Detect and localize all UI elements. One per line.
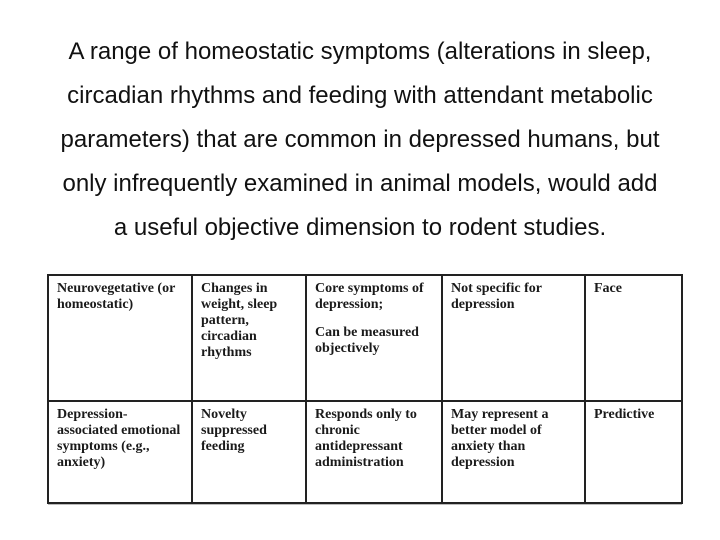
intro-line: only infrequently examined in animal models, would add bbox=[62, 170, 658, 197]
table-cell-measure: Novelty suppressed feeding bbox=[192, 401, 306, 503]
table-cell-validity: Face bbox=[585, 275, 682, 401]
intro-paragraph bbox=[0, 30, 720, 250]
table-cell-rationale: Core symptoms of depression; Can be measured objectively bbox=[306, 275, 442, 401]
table-row bbox=[48, 401, 682, 503]
criteria-table-container bbox=[47, 274, 681, 504]
intro-line: a useful objective dimension to rodent studies. bbox=[113, 214, 607, 241]
criteria-table bbox=[47, 274, 683, 504]
table-row bbox=[48, 275, 682, 401]
table-cell-symptom-category: Depression-associated emotional symptoms (e.g., anxiety) bbox=[48, 401, 192, 503]
intro-line: parameters) that are common in depressed humans, but bbox=[60, 126, 660, 153]
intro-line: circadian rhythms and feeding with attendant metabolic bbox=[67, 82, 653, 109]
table-cell-symptom-category: Neurovegetative (or homeostatic) bbox=[48, 275, 192, 401]
table-cell-limitation: May represent a better model of anxiety than depression bbox=[442, 401, 585, 503]
table-cell-rationale: Responds only to chronic antidepressant administration bbox=[306, 401, 442, 503]
intro-line: A range of homeostatic symptoms (alterations in sleep, bbox=[68, 38, 652, 65]
table-cell-validity: Predictive bbox=[585, 401, 682, 503]
table-cell-measure: Changes in weight, sleep pattern, circadian rhythms bbox=[192, 275, 306, 401]
table-cell-limitation: Not specific for depression bbox=[442, 275, 585, 401]
